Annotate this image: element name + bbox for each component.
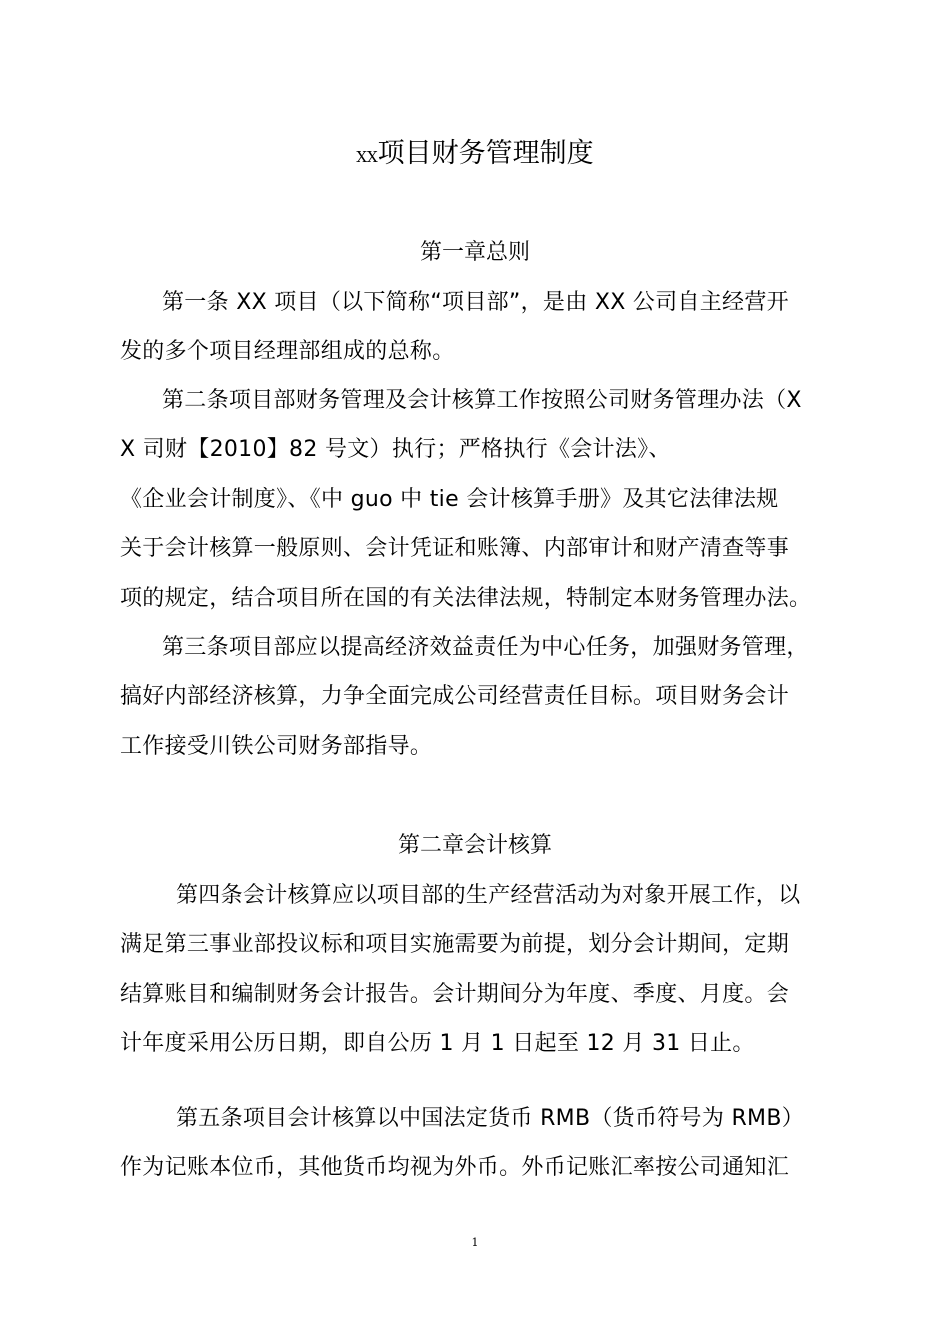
chapter-heading: 第二章会计核算	[397, 833, 552, 858]
chapter-heading: 第一章总则	[419, 240, 530, 265]
paragraph-line: 项的规定，结合项目所在国的有关法律法规，特制定本财务管理办法。	[120, 586, 812, 611]
paragraph-line: 作为记账本位币，其他货币均视为外币。外币记账汇率按公司通知汇	[120, 1155, 790, 1180]
title-prefix: XX	[356, 148, 378, 166]
paragraph-line: 工作接受川铁公司财务部指导。	[120, 734, 433, 759]
paragraph-line: 搞好内部经济核算，力争全面完成公司经营责任目标。项目财务会计	[120, 684, 790, 709]
paragraph-line: 第二条项目部财务管理及会计核算工作按照公司财务管理办法（X	[162, 388, 802, 413]
paragraph-line: 满足第三事业部投议标和项目实施需要为前提，划分会计期间，定期	[120, 932, 790, 957]
paragraph-line: 计年度采用公历日期，即自公历 1 月 1 日起至 12 月 31 日止。	[120, 1031, 755, 1056]
paragraph-line: 第一条 XX 项目（以下简称“项目部”，是由 XX 公司自主经营开	[162, 290, 789, 315]
paragraph-line: 第三条项目部应以提高经济效益责任为中心任务，加强财务管理，	[162, 635, 809, 660]
paragraph-line: X 司财【2010】82 号文）执行；严格执行《会计法》、	[120, 437, 671, 462]
paragraph-line: 发的多个项目经理部组成的总称。	[120, 339, 455, 364]
paragraph-line: 关于会计核算一般原则、会计凭证和账簿、内部审计和财产清查等事	[120, 536, 790, 561]
paragraph-line: 第五条项目会计核算以中国法定货币 RMB（货币符号为 RMB）	[176, 1106, 805, 1131]
paragraph-line: 第四条会计核算应以项目部的生产经营活动为对象开展工作，以	[176, 883, 801, 908]
paragraph-line: 结算账目和编制财务会计报告。会计期间分为年度、季度、月度。会	[120, 982, 790, 1007]
document-title	[0, 137, 950, 174]
page-number: 1	[471, 1236, 479, 1249]
title-main: 项目财务管理制度	[377, 138, 594, 169]
paragraph-line: 《企业会计制度》、《中 guo 中 tie 会计核算手册》及其它法律法规	[120, 487, 779, 512]
